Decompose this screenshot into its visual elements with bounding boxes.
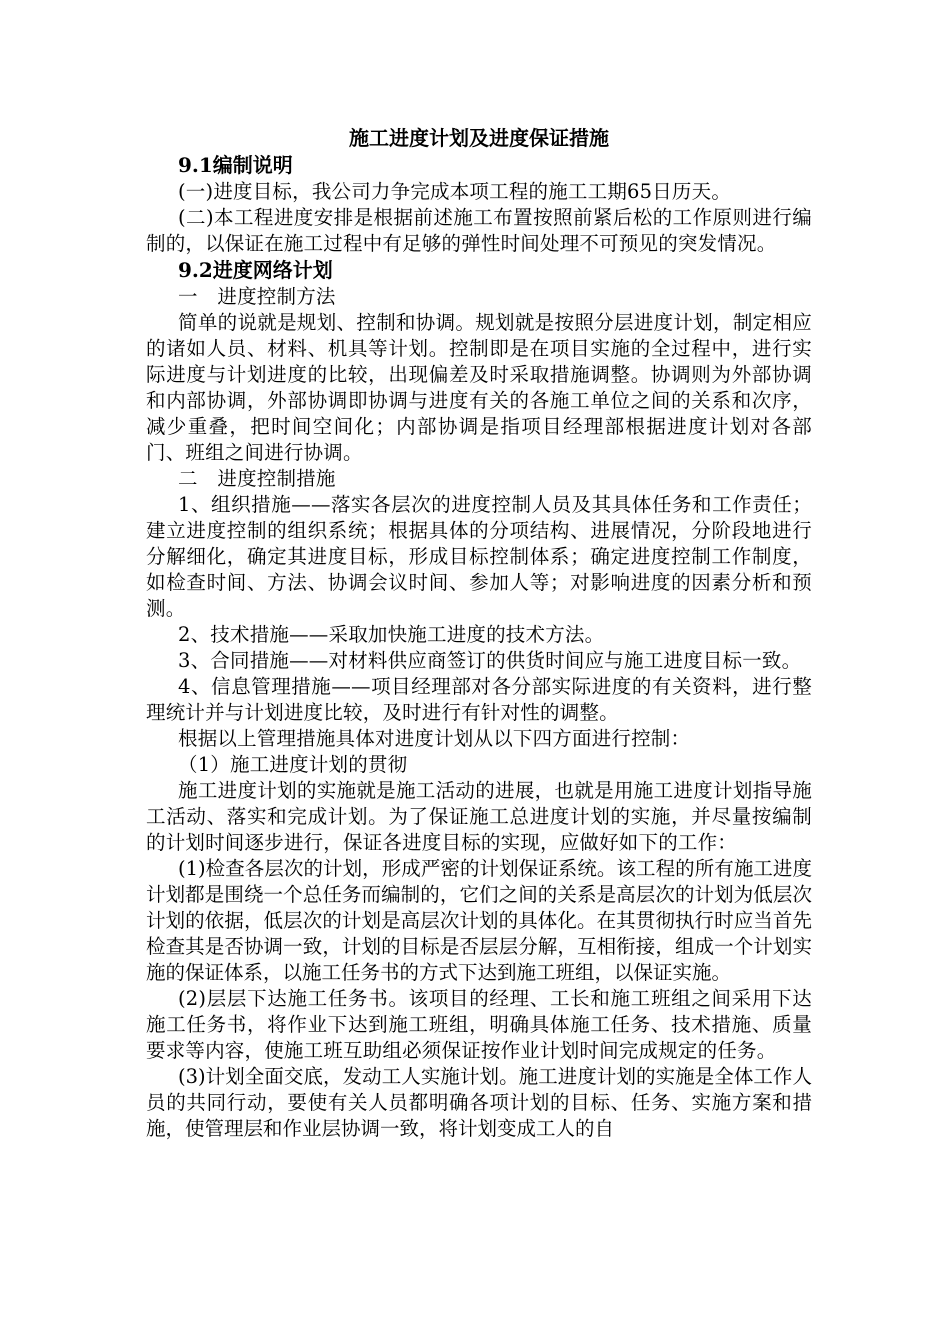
paragraph: 4、信息管理措施——项目经理部对各分部实际进度的有关资料，进行整理统计并与计划进度比较，及时进行有针对性的调整。 <box>146 675 812 724</box>
section-heading: 9.1编制说明 <box>178 153 293 177</box>
subheading: 一 进度控制方法 <box>178 285 336 308</box>
paragraph: 施工进度计划的实施就是施工活动的进展，也就是用施工进度计划指导施工活动、落实和完成计划。为了保证施工总进度计划的实施，并尽量按编制的计划时间逐步进行，保证各进度目标的实现，应做好如下的工作： <box>146 779 812 854</box>
paragraph: 3、合同措施——对材料供应商签订的供货时间应与施工进度目标一致。 <box>178 649 802 672</box>
paragraph: 2、技术措施——采取加快施工进度的技术方法。 <box>178 623 605 646</box>
paragraph: (二)本工程进度安排是根据前述施工布置按照前紧后松的工作原则进行编制的，以保证在施工过程中有足够的弹性时间处理不可预见的突发情况。 <box>146 206 812 255</box>
subheading: 二 进度控制措施 <box>178 467 336 490</box>
paragraph: (一)进度目标，我公司力争完成本项工程的施工工期65日历天。 <box>178 180 732 203</box>
paragraph: 1、组织措施——落实各层次的进度控制人员及其具体任务和工作责任；建立进度控制的组织系统；根据具体的分项结构、进展情况，分阶段地进行分解细化，确定其进度目标，形成目标控制体系；确定进度控制工作制度，如检查时间、方法、协调会议时间、参加人等；对影响进度的因素分析和预测。 <box>146 493 812 620</box>
paragraph: 根据以上管理措施具体对进度计划从以下四方面进行控制： <box>178 727 691 750</box>
section-heading: 9.2进度网络计划 <box>178 258 333 282</box>
document-page <box>146 124 812 1142</box>
paragraph: (3)计划全面交底，发动工人实施计划。施工进度计划的实施是全体工作人员的共同行动，要使有关人员都明确各项计划的目标、任务、实施方案和措施，使管理层和作业层协调一致，将计划变成工人的自 <box>146 1065 812 1140</box>
paragraph: (1)检查各层次的计划，形成严密的计划保证系统。该工程的所有施工进度计划都是围绕一个总任务而编制的，它们之间的关系是高层次的计划为低层次计划的依据，低层次的计划是高层次计划的具体化。在其贯彻执行时应当首先检查其是否协调一致，计划的目标是否层层分解，互相衔接，组成一个计划实施的保证体系，以施工任务书的方式下达到施工班组，以保证实施。 <box>146 857 812 984</box>
paragraph: 简单的说就是规划、控制和协调。规划就是按照分层进度计划，制定相应的诸如人员、材料、机具等计划。控制即是在项目实施的全过程中，进行实际进度与计划进度的比较，出现偏差及时采取措施调整。协调则为外部协调和内部协调，外部协调即协调与进度有关的各施工单位之间的关系和次序，减少重叠，把时间空间化；内部协调是指项目经理部根据进度计划对各部门、班组之间进行协调。 <box>146 311 812 464</box>
subheading: （1）施工进度计划的贯彻 <box>178 753 408 776</box>
paragraph: (2)层层下达施工任务书。该项目的经理、工长和施工班组之间采用下达施工任务书，将作业下达到施工班组，明确具体施工任务、技术措施、质量要求等内容，使施工班互助组必须保证按作业计划时间完成规定的任务。 <box>146 987 812 1062</box>
document-title: 施工进度计划及进度保证措施 <box>349 126 609 150</box>
